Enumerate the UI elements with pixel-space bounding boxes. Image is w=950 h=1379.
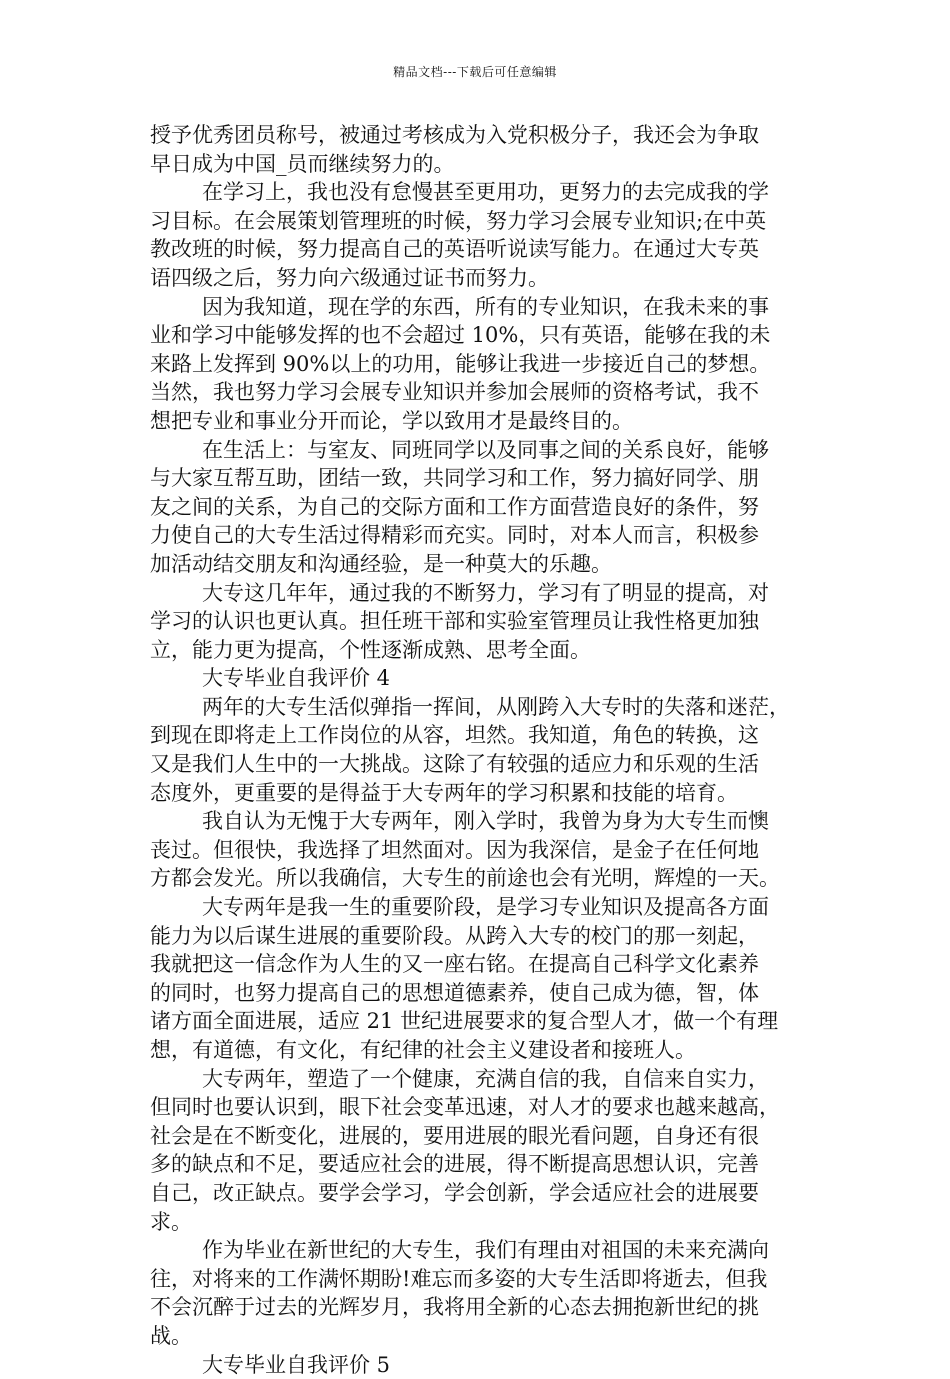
text-line: 早日成为中国_员而继续努力的。	[150, 151, 455, 176]
text-line: 业和学习中能够发挥的也不会超过 10%，只有英语，能够在我的未	[150, 323, 771, 348]
text-line: 两年的大专生活似弹指一挥间，从刚跨入大专时的失落和迷茫，	[202, 694, 790, 719]
text-line: 丧过。但很快，我选择了坦然面对。因为我深信，是金子在任何地	[150, 837, 759, 862]
document-body	[150, 121, 802, 1379]
text-line: 大专两年是我一生的重要阶段，是学习专业知识及提高各方面	[202, 895, 769, 920]
text-line: 想，有道德，有文化，有纪律的社会主义建设者和接班人。	[150, 1038, 696, 1062]
section-heading: 大专毕业自我评价 5	[202, 1352, 391, 1377]
text-line: 授予优秀团员称号，被通过考核成为入党积极分子，我还会为争取	[150, 123, 759, 147]
text-line: 来路上发挥到 90%以上的功用，能够让我进一步接近自己的梦想。	[150, 351, 771, 376]
text-line: 教改班的时候，努力提高自己的英语听说读写能力。在通过大专英	[150, 237, 759, 262]
text-line: 在学习上，我也没有怠慢甚至更用功，更努力的去完成我的学	[202, 180, 769, 205]
text-line: 战。	[150, 1323, 192, 1348]
text-line: 学习的认识也更认真。担任班干部和实验室管理员让我性格更加独	[150, 609, 759, 634]
text-line: 在生活上：与室友、同班同学以及同事之间的关系良好，能够	[202, 437, 769, 462]
text-line: 能力为以后谋生进展的重要阶段。从跨入大专的校门的那一刻起，	[150, 923, 759, 948]
text-line: 因为我知道，现在学的东西，所有的专业知识，在我未来的事	[202, 294, 769, 319]
text-line: 但同时也要认识到，眼下社会变革迅速，对人才的要求也越来越高，	[150, 1095, 780, 1120]
text-line: 自己，改正缺点。要学会学习，学会创新，学会适应社会的进展要	[150, 1180, 759, 1205]
text-line: 作为毕业在新世纪的大专生，我们有理由对祖国的未来充满向	[202, 1238, 769, 1263]
text-line: 诸方面全面进展，适应 21 世纪进展要求的复合型人才，做一个有理	[150, 1009, 779, 1034]
text-line: 态度外，更重要的是得益于大专两年的学习积累和技能的培育。	[150, 780, 738, 805]
text-line: 力使自己的大专生活过得精彩而充实。同时，对本人而言，积极参	[150, 523, 759, 548]
text-line: 大专两年，塑造了一个健康，充满自信的我，自信来自实力，	[202, 1066, 769, 1091]
text-line: 方都会发光。所以我确信，大专生的前途也会有光明，辉煌的一天。	[150, 866, 780, 891]
text-line: 求。	[150, 1209, 192, 1234]
text-line: 多的缺点和不足，要适应社会的进展，得不断提高思想认识，完善	[150, 1152, 759, 1177]
text-line: 到现在即将走上工作岗位的从容，坦然。我知道，角色的转换，这	[150, 723, 759, 748]
text-line: 社会是在不断变化，进展的，要用进展的眼光看问题，自身还有很	[150, 1123, 759, 1148]
text-line: 我就把这一信念作为人生的又一座右铭。在提高自己科学文化素养	[150, 952, 759, 977]
text-line: 又是我们人生中的一大挑战。这除了有较强的适应力和乐观的生活	[150, 752, 759, 777]
text-line: 想把专业和事业分开而论，学以致用才是最终目的。	[150, 408, 633, 433]
text-line: 往，对将来的工作满怀期盼!难忘而多姿的大专生活即将逝去，但我	[150, 1266, 768, 1291]
text-line: 加活动结交朋友和沟通经验，是一种莫大的乐趣。	[150, 551, 612, 576]
text-line: 当然，我也努力学习会展专业知识并参加会展师的资格考试，我不	[150, 380, 759, 405]
text-line: 与大家互帮互助，团结一致，共同学习和工作，努力搞好同学、朋	[150, 466, 759, 491]
text-line: 的同时，也努力提高自己的思想道德素养，使自己成为德，智，体	[150, 980, 759, 1005]
text-line: 大专这几年年，通过我的不断努力，学习有了明显的提高，对	[202, 580, 769, 605]
text-line: 不会沉醉于过去的光辉岁月，我将用全新的心态去拥抱新世纪的挑	[150, 1295, 759, 1320]
section-heading: 大专毕业自我评价 4	[202, 666, 391, 691]
text-line: 我自认为无愧于大专两年，刚入学时，我曾为身为大专生而懊	[202, 809, 769, 834]
text-line: 习目标。在会展策划管理班的时候，努力学习会展专业知识;在中英	[150, 208, 767, 233]
text-line: 友之间的关系，为自己的交际方面和工作方面营造良好的条件，努	[150, 494, 759, 519]
text-line: 立，能力更为提高，个性逐渐成熟、思考全面。	[150, 637, 591, 662]
page-header: 精品文档---下载后可任意编辑	[393, 65, 557, 79]
text-line: 语四级之后，努力向六级通过证书而努力。	[150, 265, 549, 290]
